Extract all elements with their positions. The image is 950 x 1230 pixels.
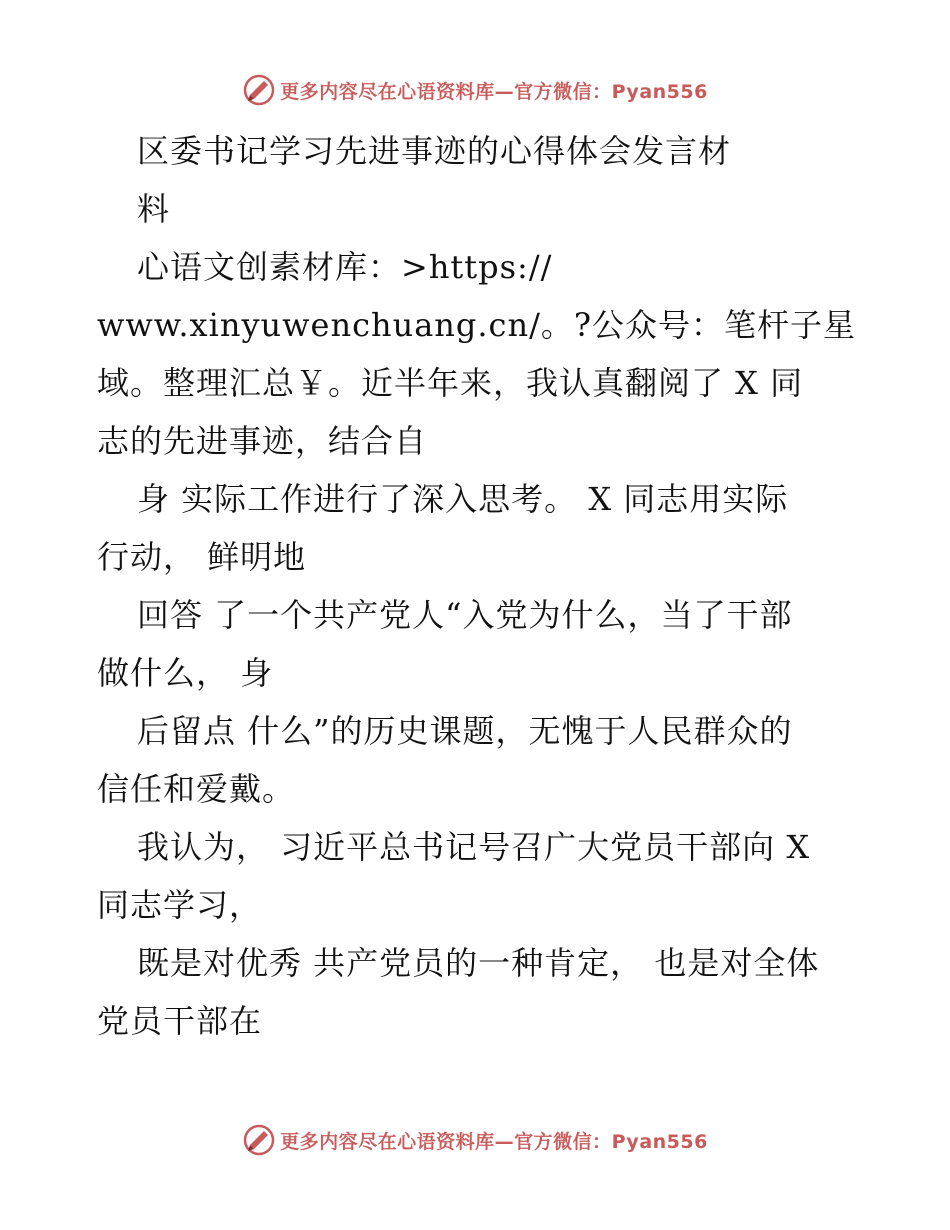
document-line: 心语文创素材库：>https:// bbox=[137, 248, 553, 286]
document-line: 党员干部在 bbox=[97, 1002, 263, 1040]
document-title-line-2: 料 bbox=[137, 190, 171, 228]
document-line: 域。整理汇总￥。近半年来，我认真翻阅了 X 同 bbox=[97, 364, 804, 402]
document-line: 回答 了一个共产党人“入党为什么，当了干部 bbox=[137, 596, 793, 634]
footer-banner bbox=[0, 1120, 950, 1160]
header-banner bbox=[0, 70, 950, 110]
document-line: 同志学习， bbox=[97, 886, 263, 924]
document-line: 做什么， 身 bbox=[97, 654, 274, 692]
document-line: 我认为， 习近平总书记号召广大党员干部向 X bbox=[137, 828, 811, 866]
document-line: 身 实际工作进行了深入思考。 X 同志用实际 bbox=[137, 480, 789, 518]
document-line: 行动， 鲜明地 bbox=[97, 538, 307, 576]
pen-logo-icon bbox=[242, 73, 276, 107]
document-body bbox=[97, 122, 857, 1050]
document-line: 既是对优秀 共产党员的一种肯定， 也是对全体 bbox=[137, 944, 820, 982]
document-line: 志的先进事迹，结合自 bbox=[97, 422, 428, 460]
document-line: 后留点 什么”的历史课题，无愧于人民群众的 bbox=[137, 712, 793, 750]
header-banner-text: 更多内容尽在心语资料库—官方微信：Pyan556 bbox=[280, 80, 708, 103]
document-title-line-1: 区委书记学习先进事迹的心得体会发言材 bbox=[137, 132, 732, 170]
document-line: www.xinyuwenchuang.cn/。?公众号：笔杆子星 bbox=[97, 306, 857, 344]
document-line: 信任和爱戴。 bbox=[97, 770, 296, 808]
footer-banner-text: 更多内容尽在心语资料库—官方微信：Pyan556 bbox=[280, 1130, 708, 1153]
pen-logo-icon bbox=[242, 1123, 276, 1157]
